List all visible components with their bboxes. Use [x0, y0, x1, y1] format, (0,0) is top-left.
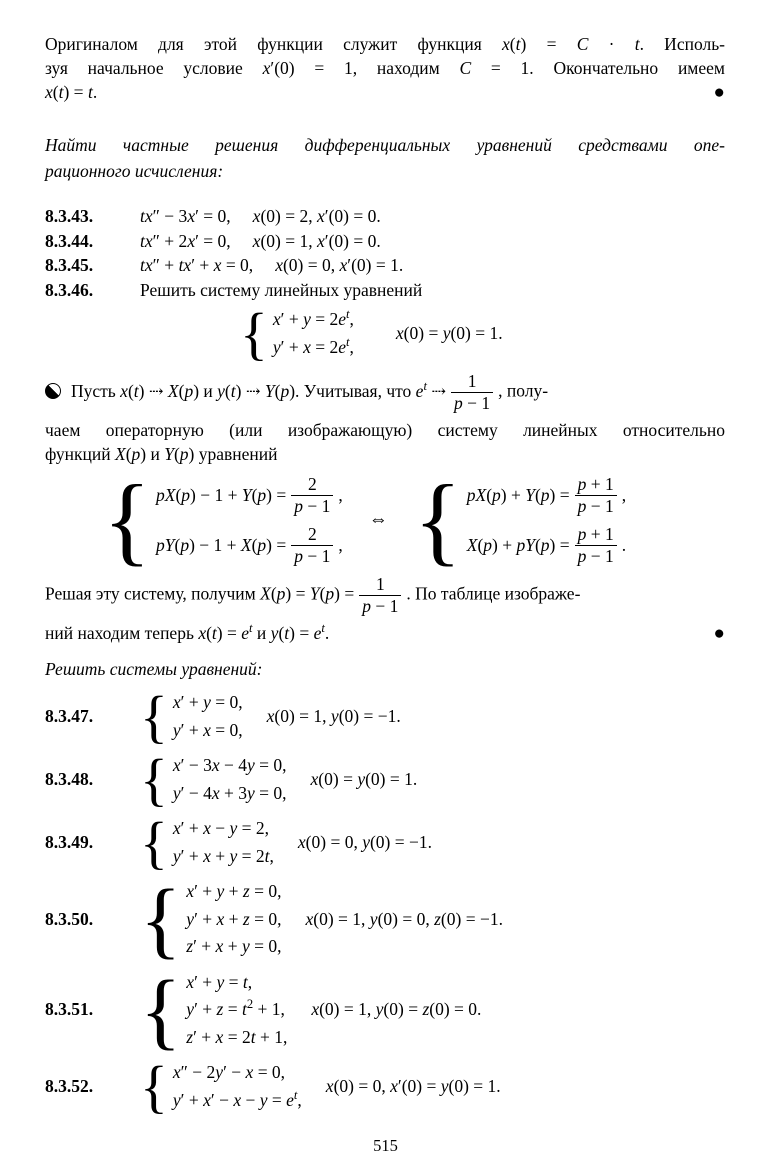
equation-column	[156, 470, 343, 570]
fraction-denominator: p − 1	[291, 545, 333, 567]
fraction	[451, 371, 493, 414]
solution-line: функций X(p) и Y(p) уравнений	[45, 444, 278, 464]
equation: y′ + x = 0,	[172, 719, 243, 740]
problem-conditions: x(0) = 0, x′(0) = 1.	[275, 255, 404, 275]
problem-8-3-47	[45, 683, 725, 749]
equation-system: { x″ − 2y′ − x = 0, $y' + x' - x - y = e^t$,	[140, 1053, 302, 1119]
equation-system: { $x' + y = 2e^t$, $y' + x = 2e^t$,	[240, 300, 354, 366]
solution-text: , полу-	[498, 380, 549, 401]
closing-paragraph	[45, 574, 725, 645]
equation-column	[173, 1059, 302, 1114]
equation: x″ − 2y′ − x = 0,	[172, 1062, 286, 1082]
problem-equation: tx″ + 2x′ = 0,	[140, 230, 231, 251]
problem-number: 8.3.50.	[45, 908, 94, 929]
closing-text: ний находим теперь $x(t) = e^t$ и $y(t) = e^t$.	[45, 621, 330, 643]
fraction-numerator: 1	[375, 574, 385, 594]
paragraph-text: x(t) = t.	[45, 82, 98, 102]
equation-lhs: X(p) + pY(p) =	[466, 534, 570, 555]
equation	[156, 470, 343, 520]
problem-equation: tx″ − 3x′ = 0,	[140, 206, 231, 226]
instruction-line: рационного исчисления:	[45, 161, 224, 181]
problem-8-3-43	[45, 204, 725, 229]
fraction	[575, 524, 617, 567]
equation: y′ − 4x + 3y = 0,	[172, 782, 287, 803]
closing-line	[45, 574, 725, 617]
instruction-line: Найти частные решения дифференциальных уравнений средствами опе-	[45, 135, 725, 155]
closing-line	[45, 621, 725, 645]
problem-number: 8.3.47.	[45, 706, 94, 726]
equation-column	[273, 306, 354, 361]
closing-text: . По таблице изображе-	[406, 583, 581, 604]
equation	[467, 520, 626, 570]
equivalence-symbol: ⇔	[368, 509, 388, 530]
fraction	[291, 524, 333, 567]
problem-8-3-46-title	[45, 278, 725, 303]
problem-conditions: x(0) = 2, x′(0) = 0.	[252, 206, 381, 226]
solution-end-icon: ●	[713, 622, 725, 644]
problem-8-3-50	[45, 871, 725, 968]
equation-lhs: pY(p) − 1 + X(p) =	[156, 534, 287, 555]
equation: y′ + x + z = 0,	[186, 908, 282, 929]
systems-problem-list	[45, 683, 725, 1119]
fraction-numerator: p + 1	[577, 473, 614, 494]
solution-line: чаем операторную (или изображающую) систему линейных относительно	[45, 420, 725, 440]
problem-8-3-46-system	[240, 300, 725, 366]
paragraph-line: зуя начальное условие x′(0) = 1, находим C = 1. Окончательно имеем	[45, 58, 725, 78]
equation-tail: ,	[338, 534, 343, 555]
equation-system: { x′ + x − y = 2, y′ + x + y = 2t,	[140, 809, 274, 875]
equation: x′ + y = t,	[186, 971, 253, 992]
equation: x′ + x − y = 2,	[172, 818, 270, 838]
problem-number: 8.3.51.	[45, 999, 94, 1020]
operator-systems	[103, 464, 725, 575]
fraction-numerator: p + 1	[577, 523, 614, 544]
instruction-heading-2: Решить системы уравнений:	[45, 659, 263, 679]
closing-text: Решая эту систему, получим X(p) = Y(p) =	[45, 583, 355, 604]
system-left: { pX(p) − 1 + Y(p) = $\frac{2}{p - 1}$ , pY(p) − 1 + X(p) = $\frac{2}{p - 1}$ ,	[103, 464, 343, 575]
equation: z′ + x + y = 0,	[186, 936, 282, 956]
initial-conditions: x(0) = y(0) = 1.	[310, 769, 418, 789]
fraction	[291, 474, 333, 517]
problem-number: 8.3.46.	[45, 279, 94, 300]
solution-line	[45, 371, 725, 414]
problem-number: 8.3.48.	[45, 769, 94, 789]
intro-paragraph	[45, 32, 725, 104]
equation-system: { x′ + y + z = 0, y′ + x + z = 0, z′ + x + y = 0,	[140, 871, 282, 968]
fraction-denominator: p − 1	[575, 545, 617, 567]
problem-8-3-52	[45, 1053, 725, 1119]
problem-list	[45, 204, 725, 302]
equation: x′ + y + z = 0,	[186, 881, 282, 901]
instruction-heading	[45, 132, 725, 184]
fraction	[359, 574, 401, 617]
problem-number: 8.3.44.	[45, 230, 94, 251]
equation-column	[173, 815, 274, 870]
problem-8-3-51	[45, 961, 725, 1058]
equation-system: { x′ + y = t, $y' + z = t^2 + 1$, z′ + x = 2t + 1,	[140, 961, 288, 1058]
fraction	[575, 474, 617, 517]
fraction-numerator: 2	[307, 523, 317, 544]
equation-lhs: pX(p) − 1 + Y(p) =	[156, 484, 287, 505]
equation: $y' + z = t^2 + 1$,	[186, 997, 285, 1019]
equation: y′ + x + y = 2t,	[172, 845, 274, 866]
problem-equation: tx″ + tx′ + x = 0,	[140, 255, 254, 275]
equation-lhs: pX(p) + Y(p) =	[466, 484, 570, 505]
problem-number: 8.3.49.	[45, 832, 94, 852]
problem-conditions: x(0) = 1, x′(0) = 0.	[252, 230, 381, 251]
equation-tail: .	[621, 534, 627, 555]
fraction-denominator: p − 1	[291, 495, 333, 517]
problem-title: Решить систему линейных уравнений	[140, 279, 423, 300]
problem-number: 8.3.43.	[45, 206, 94, 226]
equation-column	[186, 969, 287, 1052]
initial-conditions: x(0) = 1, y(0) = 0, z(0) = −1.	[305, 908, 503, 929]
fraction-denominator: p − 1	[575, 495, 617, 517]
page-content	[45, 32, 726, 1119]
initial-conditions: x(0) = y(0) = 1.	[395, 323, 503, 343]
solution-start-icon	[45, 383, 61, 399]
fraction-numerator: 1	[467, 371, 477, 391]
equation	[156, 520, 343, 570]
equation: z′ + x = 2t + 1,	[186, 1026, 288, 1047]
solution-text: Пусть x(t) ⇢ X(p) и y(t) ⇢ Y(p). Учитывая, что $e^t$ ⇢	[71, 378, 446, 401]
solution-end-icon: ●	[713, 81, 725, 103]
problem-8-3-49	[45, 809, 725, 875]
initial-conditions: x(0) = 0, x′(0) = y(0) = 1.	[325, 1076, 501, 1096]
equation-tail: ,	[338, 484, 343, 505]
problem-8-3-48	[45, 746, 725, 812]
equation-system: { x′ + y = 0, y′ + x = 0,	[140, 683, 243, 749]
fraction-numerator: 2	[307, 473, 317, 494]
solution-paragraph	[45, 371, 725, 466]
equation-column	[173, 752, 287, 807]
initial-conditions: x(0) = 0, y(0) = −1.	[297, 832, 433, 852]
page-number: 515	[373, 1136, 398, 1155]
problem-8-3-44	[45, 229, 725, 254]
equation-tail: ,	[621, 484, 627, 505]
equation: $y' + x' - x - y = e^t$,	[172, 1087, 302, 1110]
equation-column	[173, 689, 243, 744]
fraction-denominator: p − 1	[359, 595, 401, 617]
problem-number: 8.3.45.	[45, 255, 94, 275]
system-right: { pX(p) + Y(p) = $\frac{p + 1}{p - 1}$ , X(p) + pY(p) = $\frac{p + 1}{p - 1}$ .	[413, 464, 627, 575]
equation: $y' + x = 2e^t$,	[272, 334, 354, 357]
initial-conditions: x(0) = 1, y(0) = −1.	[266, 706, 401, 726]
equation: x′ + y = 0,	[172, 692, 243, 712]
problem-number: 8.3.52.	[45, 1076, 94, 1096]
equation-column	[186, 878, 281, 961]
problem-8-3-45	[45, 253, 725, 278]
paragraph-line	[45, 80, 725, 104]
fraction-denominator: p − 1	[451, 392, 493, 414]
initial-conditions: x(0) = 1, y(0) = z(0) = 0.	[311, 999, 482, 1020]
equation-column	[467, 470, 626, 570]
equation-system: { x′ − 3x − 4y = 0, y′ − 4x + 3y = 0,	[140, 746, 287, 812]
equation: $x' + y = 2e^t$,	[272, 307, 354, 329]
equation	[467, 470, 626, 520]
equation: x′ − 3x − 4y = 0,	[172, 755, 287, 775]
paragraph-line: Оригиналом для этой функции служит функция x(t) = C · t. Исполь-	[45, 34, 726, 54]
